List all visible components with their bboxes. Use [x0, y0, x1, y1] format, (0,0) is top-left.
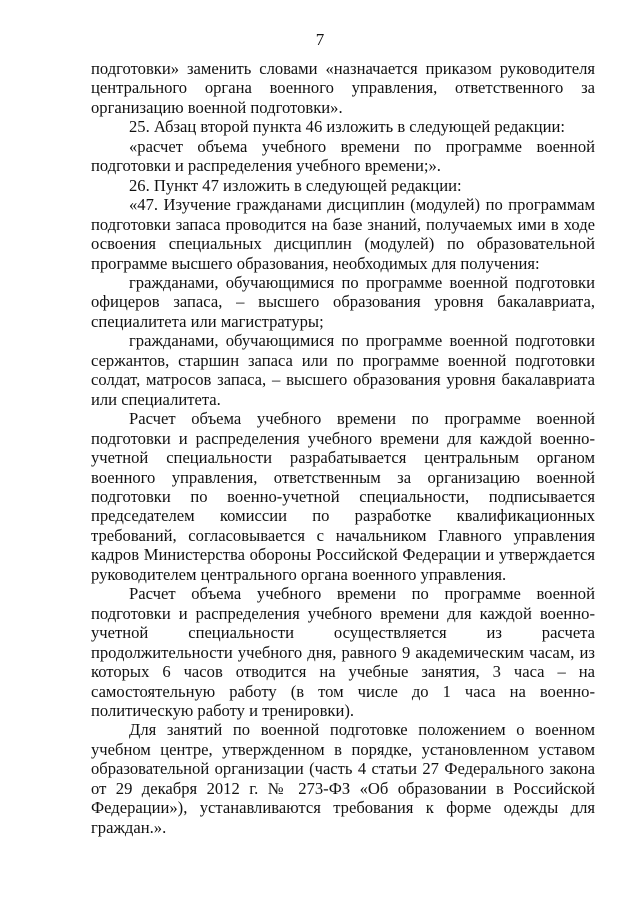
paragraph-4: 26. Пункт 47 изложить в следующей редакции: — [129, 175, 462, 195]
paragraph-8: Расчет объема учебного времени по программе военной подготовки и распределения учебного времени для каждой военно-учетной специальности разрабатывается центральным органом военного управления, ответственным за организацию военной подготовки по военно-учетной специальности, подписывается председателем комиссии по разработке квалификационных требований, согласовывается с начальником Главного управления кадров Министерства обороны Российской Федерации и утверждается руководителем центрального органа военного управления. — [91, 409, 595, 584]
page-number: 7 — [315, 30, 325, 49]
paragraph-10: Для занятий по военной подготовке положением о военном учебном центре, утвержденном в порядке, установленном уставом образовательной организации (часть 4 статьи 27 Федерального закона от 29 декабря 2012 г. № 273-ФЗ «Об образовании в Российской Федерации»), устанавливаются требования к форме одежды для граждан.». — [91, 720, 595, 837]
paragraph-1: подготовки» заменить словами «назначается приказом руководителя центрального органа военного управления, ответственного за организацию военной подготовки». — [91, 59, 595, 117]
document-body — [91, 59, 595, 837]
paragraph-2: 25. Абзац второй пункта 46 изложить в следующей редакции: — [129, 117, 565, 137]
paragraph-9: Расчет объема учебного времени по программе военной подготовки и распределения учебного времени для каждой военно-учетной специальности осуществляется из расчета продолжительности учебного дня, равного 9 академическим часам, из которых 6 часов отводится на учебные занятия, 3 часа – на самостоятельную работу (в том числе до 1 часа на военно-политическую работу и тренировки). — [91, 584, 595, 720]
paragraph-6: гражданами, обучающимися по программе военной подготовки офицеров запаса, – высшего образования уровня бакалавриата, специалитета или магистратуры; — [91, 272, 595, 331]
paragraph-5: «47. Изучение гражданами дисциплин (модулей) по программам подготовки запаса проводится на базе знаний, получаемых ими в ходе освоения специальных дисциплин (модулей) по образовательной программе высшего образования, необходимых для получения: — [91, 195, 595, 273]
paragraph-3: «расчет объема учебного времени по программе военной подготовки и распределения учебного времени;». — [91, 136, 595, 176]
paragraph-7: гражданами, обучающимися по программе военной подготовки сержантов, старшин запаса или по программе военной подготовки солдат, матросов запаса, – высшего образования уровня бакалавриата или специалитета. — [91, 331, 595, 409]
